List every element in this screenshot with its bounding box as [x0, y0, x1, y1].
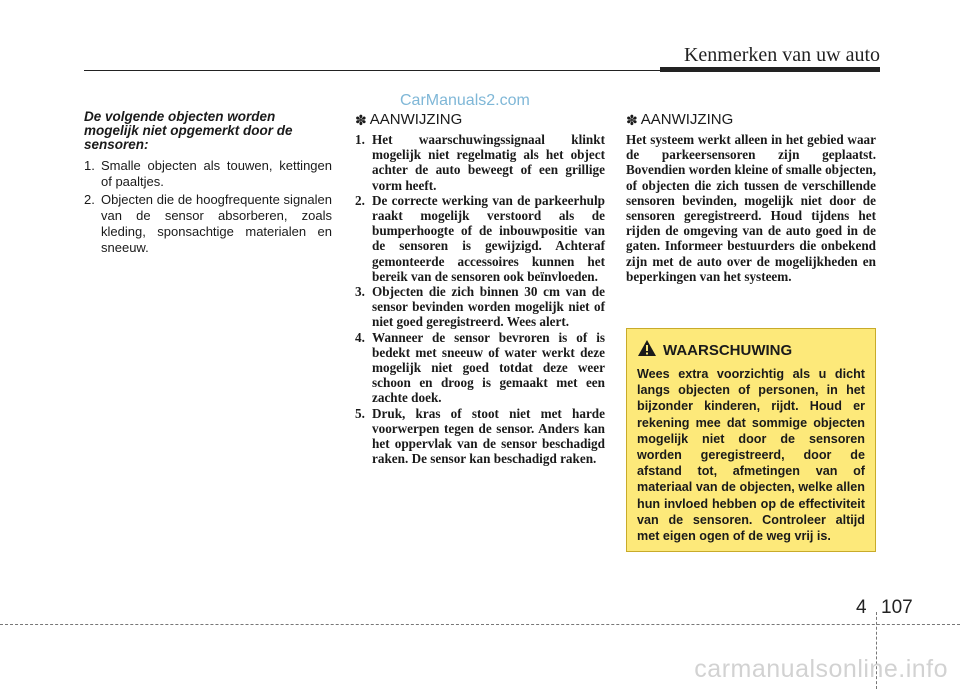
note-heading — [355, 110, 605, 130]
list-item-number: 5. — [355, 405, 365, 421]
column-left — [84, 110, 332, 258]
star-icon: ✽ — [626, 112, 638, 128]
watermark-bottom: carmanualsonline.info — [694, 655, 948, 683]
list-item — [355, 284, 605, 330]
list-item-text: Objecten die de hoogfrequente signalen van de sensor absorberen, zoals kleding, sponsachtige materialen en sneeuw. — [101, 192, 332, 255]
list-item — [355, 132, 605, 193]
warning-title: WAARSCHUWING — [663, 342, 793, 359]
list-item-number: 1. — [355, 132, 365, 147]
list-item — [84, 192, 332, 256]
list-item-number: 4. — [355, 329, 365, 345]
warning-text: Wees extra voorzichtig als u dicht langs objecten of personen, in het bijzonder kinderen, rijdt. Houd er rekening mee dat sommige objecten mogelijk niet door de sensoren worden geregistreerd, door de afstand tot, afmetingen van of materiaal van de objecten, welke allen hun invloed hebben op de effectiviteit van de sensoren. Controleer altijd met eigen ogen of de weg vrij is. — [637, 367, 865, 544]
sensor-limits-list — [84, 158, 332, 256]
list-item-text: De correcte werking van de parkeerhulp raakt mogelijk verstoord als de bumperhoogte of de inbouwpositie van de sensoren is gewijzigd. Achteraf gemonteerde accessoires kunnen het bereik van de sensoren ook beïnvloeden. — [372, 192, 605, 284]
page-number: 107 — [881, 597, 913, 618]
note-heading — [626, 110, 876, 130]
list-item-text: Het waarschuwingssignaal klinkt mogelijk niet regelmatig als het object achter de auto beweegt of een grillige vorm heeft. — [372, 132, 605, 193]
intro-text: De volgende objecten worden mogelijk niet opgemerkt door de sensoren: — [84, 109, 293, 152]
list-item — [355, 330, 605, 406]
list-item-number: 2. — [355, 192, 365, 208]
note-list — [355, 132, 605, 466]
watermark-top: CarManuals2.com — [400, 92, 530, 109]
list-item-text: Wanneer de sensor bevroren is of is bedekt met sneeuw of water werkt deze mogelijk niet goed totdat deze weer schoon en droog is gemaakt met een zachte doek. — [372, 329, 605, 406]
column-right — [626, 110, 876, 284]
warning-box — [626, 328, 876, 552]
section-number: 4 — [856, 597, 867, 618]
footer-rule — [0, 624, 960, 625]
star-icon: ✽ — [355, 112, 367, 128]
note-paragraph: Het systeem werkt alleen in het gebied waar de parkeersensoren zijn geplaatst. Bovendien worden kleine of smalle objecten, of objecten die zich tussen de verschillende sensoren bevinden, mogelijk niet door de sensoren geregistreerd. Houd tijdens het rijden de omgeving van de auto goed in de gaten. Informeer bestuurders die onbekend zijn met de auto over de mogelijkheden en beperkingen van het systeem. — [626, 132, 876, 284]
column-middle — [355, 110, 605, 466]
list-item-text: Druk, kras of stoot niet met harde voorwerpen tegen de sensor. Anders kan het oppervlak van de sensor beschadigd raken. De sensor kan beschadigd raken. — [372, 405, 605, 467]
header-rule-accent — [660, 67, 880, 72]
list-item — [84, 158, 332, 190]
note-title: AANWIJZING — [369, 111, 463, 128]
list-item — [355, 406, 605, 467]
list-item-text: Smalle objecten als touwen, kettingen of paaltjes. — [101, 158, 332, 189]
list-item-number: 2. — [84, 192, 95, 207]
header-title: Kenmerken van uw auto — [683, 44, 880, 66]
warning-triangle-icon — [637, 339, 657, 362]
list-item-number: 3. — [355, 284, 365, 300]
list-item-text: Objecten die zich binnen 30 cm van de sensor bevinden worden mogelijk niet of niet goed geregistreerd. Wees alert. — [372, 284, 605, 330]
note-title: AANWIJZING — [640, 111, 734, 128]
list-item — [355, 193, 605, 284]
warning-heading — [637, 339, 865, 362]
list-item-number: 1. — [84, 158, 95, 173]
